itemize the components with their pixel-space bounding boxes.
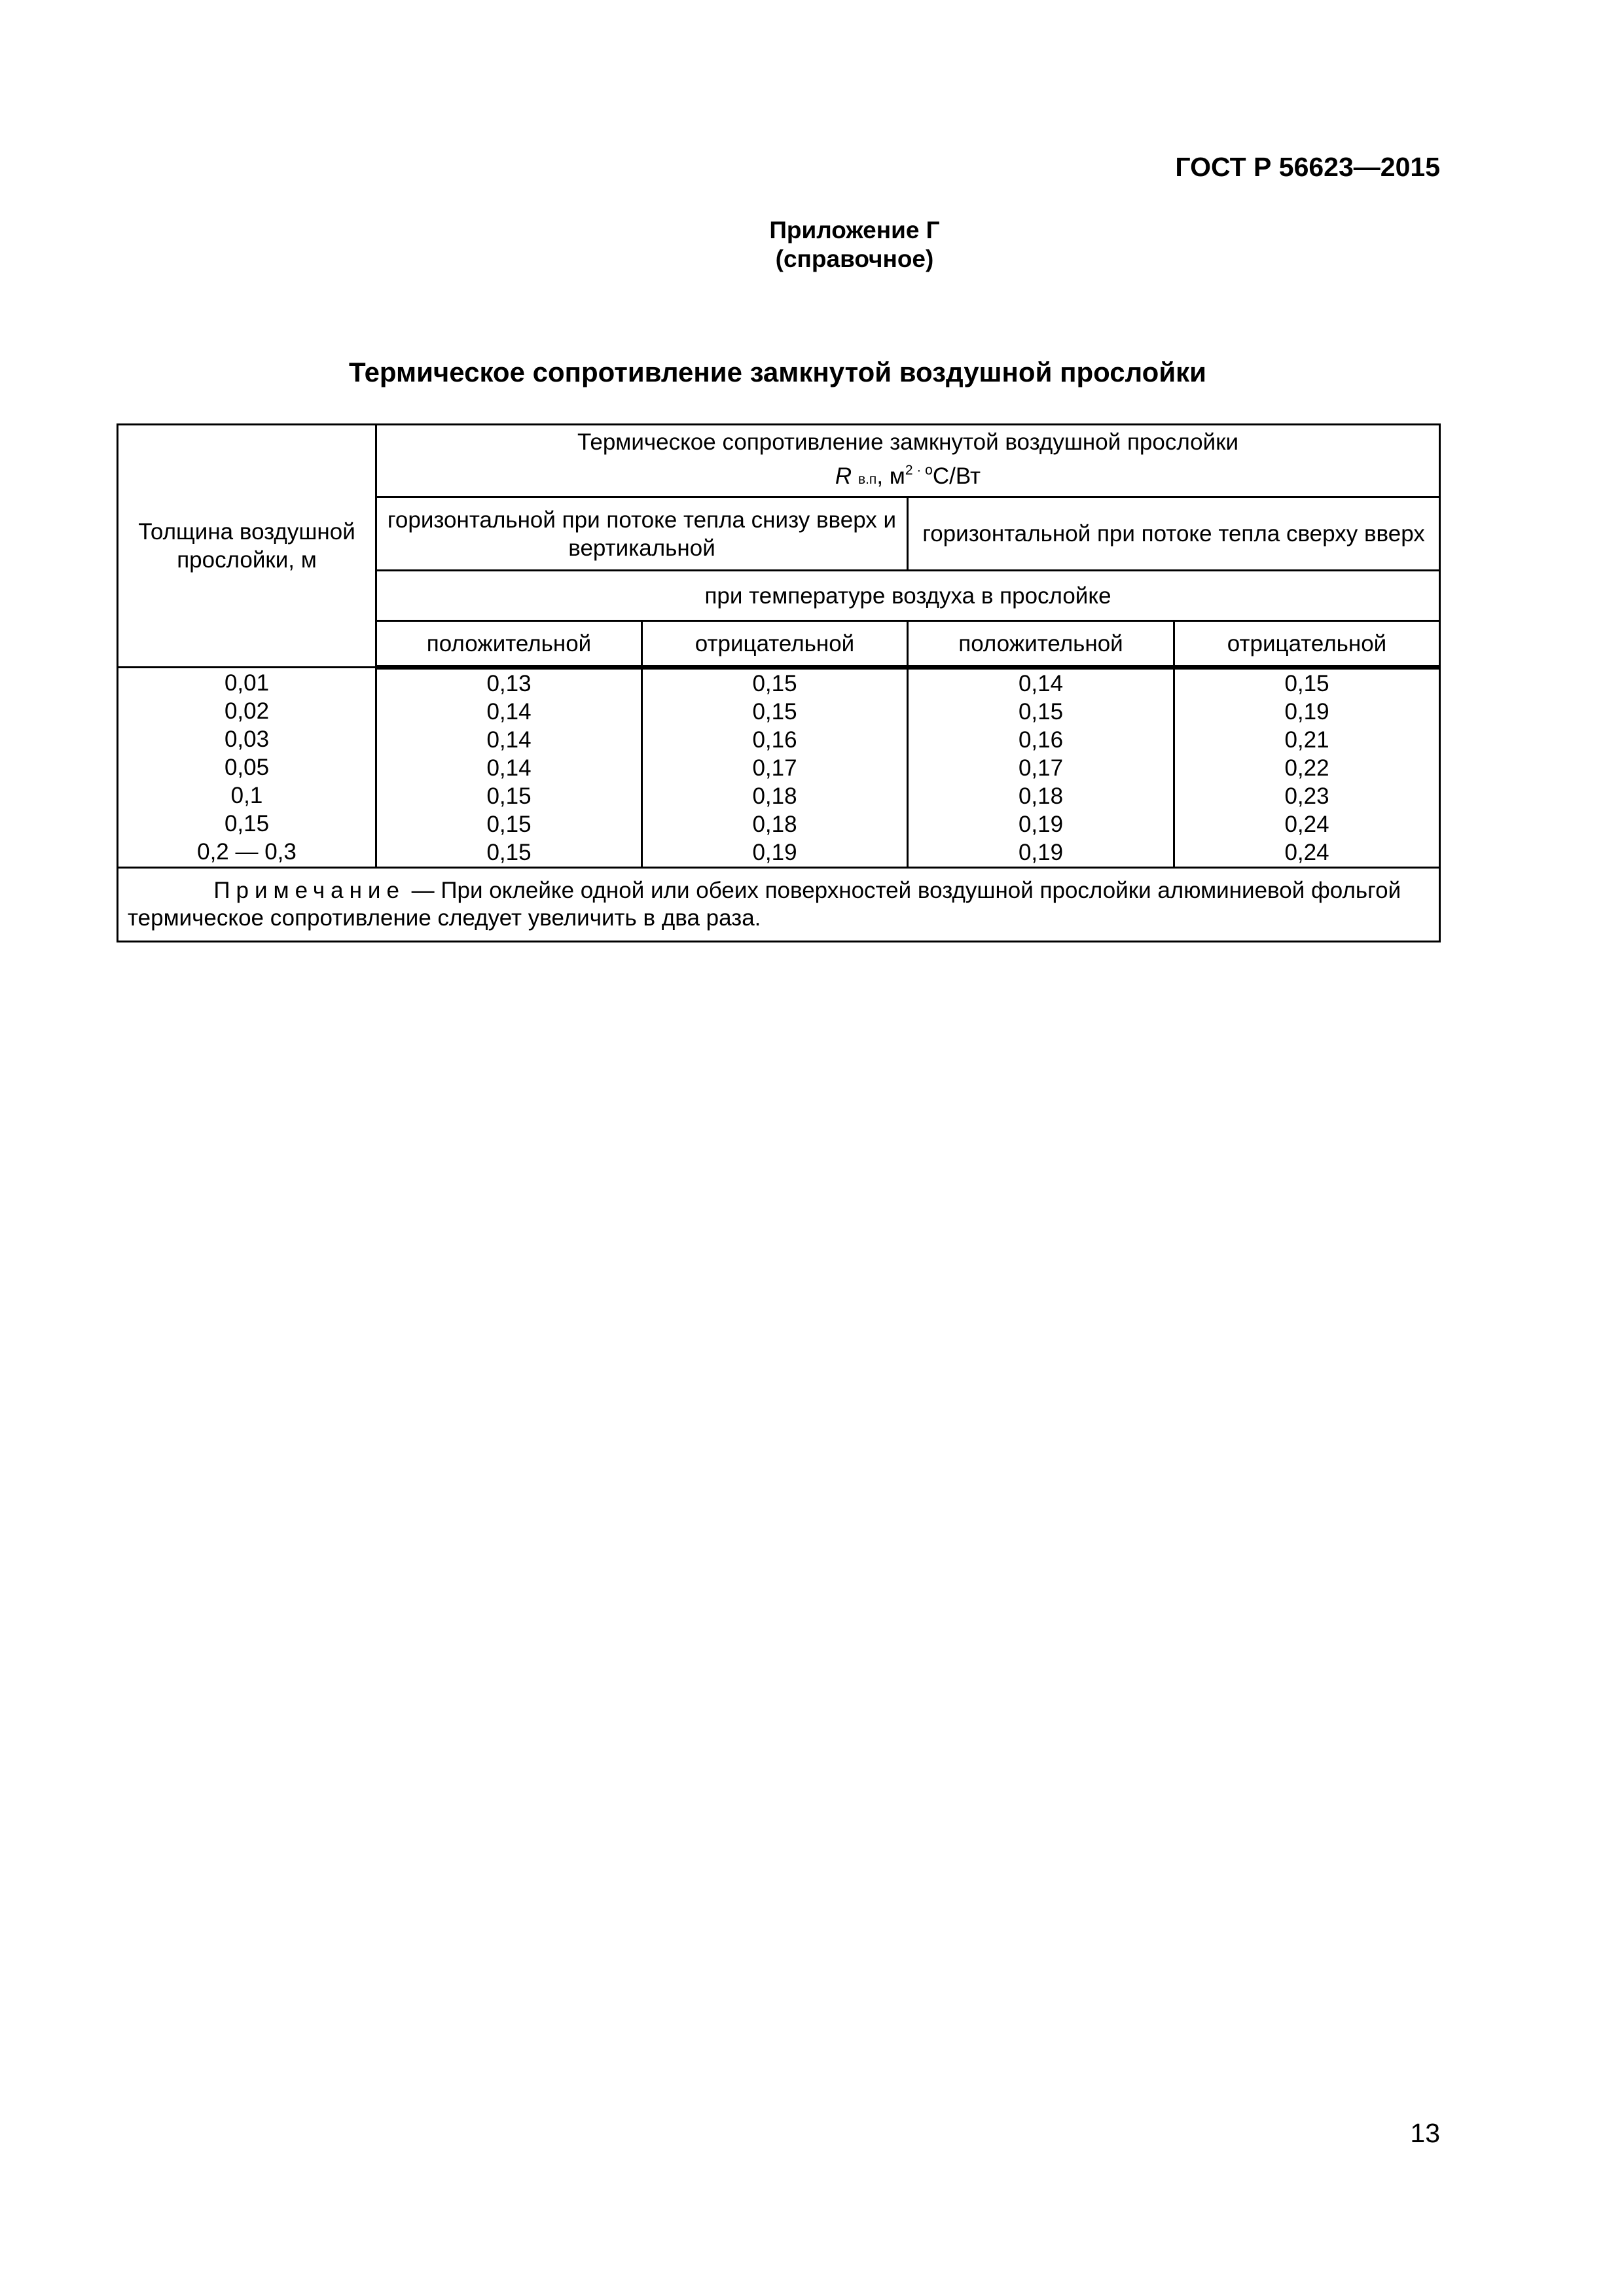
table-title: Термическое сопротивление замкнутой воздушной прослойки xyxy=(349,357,1206,387)
appendix-label: Приложение Г xyxy=(769,217,940,243)
table-cell: 0,22 xyxy=(1284,755,1329,781)
table-cell: 0,14 xyxy=(1018,671,1064,696)
table-cell: 0,05 xyxy=(224,755,270,780)
table-cell: 0,15 xyxy=(486,783,532,809)
table-cell: 0,15 xyxy=(752,699,797,725)
temperature-header: при температуре воздуха в прослойке xyxy=(376,571,1440,621)
table-cell: 0,15 xyxy=(1018,699,1064,725)
up-positive-column xyxy=(376,668,642,868)
note-label: Примечание xyxy=(213,878,405,903)
direction-header-up: горизонтальной при потоке тепла снизу вверх и вертикальной xyxy=(376,497,908,571)
table-cell: 0,21 xyxy=(1284,727,1329,753)
table-cell: 0,15 xyxy=(486,840,532,865)
table-cell: 0,14 xyxy=(486,727,532,753)
table-cell: 0,17 xyxy=(1018,755,1064,781)
table-cell: 0,15 xyxy=(486,812,532,837)
table-cell: 0,15 xyxy=(752,671,797,696)
note-text: — При оклейке одной или обеих поверхностей воздушной прослойки алюминиевой фольгой термическое сопротивление следует увеличить в два раза. xyxy=(128,878,1401,931)
resistance-header xyxy=(376,425,1440,497)
table-cell: 0,14 xyxy=(486,755,532,781)
table-note xyxy=(118,868,1440,942)
resistance-unit-suffix: С/Вт xyxy=(932,463,981,489)
table-cell: 0,24 xyxy=(1284,840,1329,865)
down-negative-column xyxy=(1174,668,1440,868)
table-cell: 0,16 xyxy=(1018,727,1064,753)
resistance-unit-prefix: , м xyxy=(876,463,905,489)
sign-header-positive: положительной xyxy=(376,621,642,668)
table-cell: 0,19 xyxy=(1018,840,1064,865)
table-row-values xyxy=(118,668,1440,868)
page-number: 13 xyxy=(1410,2118,1440,2148)
table-row-note xyxy=(118,868,1440,942)
table-cell: 0,18 xyxy=(752,812,797,837)
table-cell: 0,19 xyxy=(1018,812,1064,837)
appendix-type: (справочное) xyxy=(775,245,934,272)
resistance-symbol: R xyxy=(835,463,852,489)
thickness-column xyxy=(118,668,376,868)
table-cell: 0,02 xyxy=(224,698,270,724)
down-positive-column xyxy=(908,668,1174,868)
table-cell: 0,23 xyxy=(1284,783,1329,809)
table-cell: 0,15 xyxy=(224,811,270,836)
table-cell: 0,18 xyxy=(752,783,797,809)
table-cell: 0,14 xyxy=(486,699,532,725)
table-cell: 0,15 xyxy=(1284,671,1329,696)
document-code: ГОСТ Р 56623—2015 xyxy=(1175,152,1440,182)
table-cell: 0,19 xyxy=(1284,699,1329,725)
table-cell: 0,13 xyxy=(486,671,532,696)
resistance-table xyxy=(117,423,1441,942)
table-cell: 0,2 — 0,3 xyxy=(197,839,297,865)
appendix-heading xyxy=(0,216,1624,274)
sign-header-positive: положительной xyxy=(908,621,1174,668)
header-row-main xyxy=(118,425,1440,497)
table-cell: 0,18 xyxy=(1018,783,1064,809)
sign-header-negative: отрицательной xyxy=(642,621,908,668)
table-cell: 0,01 xyxy=(224,670,270,696)
table-cell: 0,03 xyxy=(224,726,270,752)
table-cell: 0,16 xyxy=(752,727,797,753)
thickness-header: Толщина воздушной прослойки, м xyxy=(118,425,376,668)
up-negative-column xyxy=(642,668,908,868)
table-cell: 0,1 xyxy=(230,783,263,808)
resistance-subscript: в.п xyxy=(857,472,877,487)
sign-header-negative: отрицательной xyxy=(1174,621,1440,668)
table-cell: 0,24 xyxy=(1284,812,1329,837)
table-cell: 0,17 xyxy=(752,755,797,781)
direction-header-down: горизонтальной при потоке тепла сверху вверх xyxy=(908,497,1440,571)
resistance-unit-exponent: 2 · о xyxy=(905,463,933,478)
resistance-header-label: Термическое сопротивление замкнутой воздушной прослойки xyxy=(577,429,1239,455)
table-cell: 0,19 xyxy=(752,840,797,865)
